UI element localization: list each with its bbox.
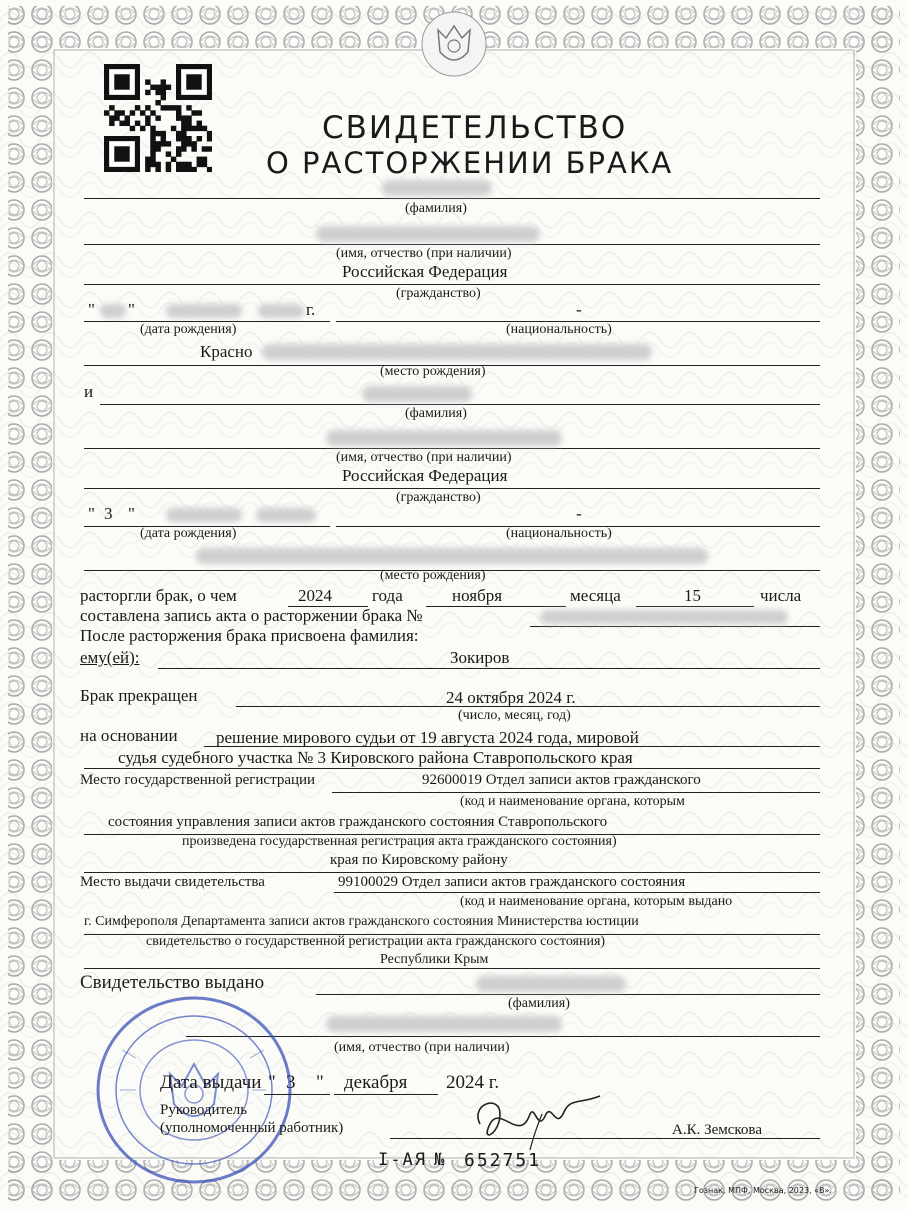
serial-number-sign: № xyxy=(434,1150,447,1170)
termination-date-caption: (число, месяц, год) xyxy=(458,708,571,723)
issuance-place-value-3: Республики Крым xyxy=(380,952,489,967)
serial-number: 652751 xyxy=(464,1150,542,1171)
p1-nationality-caption: (национальность) xyxy=(506,322,612,337)
p2-birthplace-caption: (место рождения) xyxy=(380,568,486,583)
dissolution-year-word: года xyxy=(372,586,403,605)
issuance-place-label: Место выдачи свидетельства xyxy=(80,874,265,890)
issue-day-open-quote: " xyxy=(268,1072,276,1093)
dissolution-month: ноября xyxy=(452,586,503,605)
issue-year: 2024 г. xyxy=(446,1072,500,1093)
registration-value-2: состояния управления записи актов гражданского состояния Ставропольского xyxy=(108,814,608,830)
issuance-place-caption-1: (код и наименование органа, которым выдано xyxy=(460,894,733,909)
p2-citizenship: Российская Федерация xyxy=(342,466,508,485)
signatory-name: А.К. Земскова xyxy=(672,1122,762,1138)
issued-to-surname-caption: (фамилия) xyxy=(508,996,570,1011)
surname-assigned-text: После расторжения брака присвоена фамилия: xyxy=(80,626,419,645)
termination-date: 24 октября 2024 г. xyxy=(446,688,576,707)
p1-citizenship: Российская Федерация xyxy=(342,262,508,281)
p1-year-suffix: г. xyxy=(306,300,316,319)
p2-surname-caption: (фамилия) xyxy=(405,406,467,421)
him-her-label: ему(ей): xyxy=(80,648,140,667)
issued-to-name-caption: (имя, отчество (при наличии) xyxy=(334,1040,510,1055)
p2-nationality: - xyxy=(576,504,582,523)
p1-birthplace-partial: Красно xyxy=(200,342,253,361)
p2-birthdate-caption: (дата рождения) xyxy=(140,526,237,541)
p1-day-close-quote: " xyxy=(128,300,135,319)
registration-caption-2: произведена государственная регистрация акта гражданского состояния) xyxy=(182,834,617,849)
issue-month: декабря xyxy=(344,1072,408,1093)
assigned-surname: Зокиров xyxy=(450,648,510,667)
basis-line-2: судья судебного участка № 3 Кировского района Ставропольского края xyxy=(118,748,633,767)
termination-label: Брак прекращен xyxy=(80,686,198,705)
head-label: Руководитель xyxy=(160,1102,248,1118)
title-line-2: О РАСТОРЖЕНИИ БРАКА xyxy=(266,146,674,180)
dissolution-month-word: месяца xyxy=(570,586,621,605)
basis-line-1: решение мирового судьи от 19 августа 2024 года, мировой xyxy=(216,728,639,747)
record-text: составлена запись акта о расторжении брака № xyxy=(80,606,423,625)
p2-citizenship-caption: (гражданство) xyxy=(396,490,481,505)
p2-day-digit: 3 xyxy=(104,504,113,523)
issue-day: 3 xyxy=(286,1072,296,1093)
coat-of-arms-emblem xyxy=(418,8,490,80)
p1-birthdate-caption: (дата рождения) xyxy=(140,322,237,337)
authorized-worker-label: (уполномоченный работник) xyxy=(160,1120,344,1136)
dissolution-year: 2024 xyxy=(298,586,332,605)
p2-nationality-caption: (национальность) xyxy=(506,526,612,541)
basis-label: на основании xyxy=(80,726,178,745)
issuance-place-caption-2: свидетельство о государственной регистрации акта гражданского состояния) xyxy=(146,934,606,949)
issued-to-label: Свидетельство выдано xyxy=(80,972,265,993)
serial-series: I-АЯ xyxy=(378,1150,427,1170)
p1-birthplace-caption: (место рождения) xyxy=(380,364,486,379)
p1-surname-caption: (фамилия) xyxy=(405,201,467,216)
p2-day-open-quote: " xyxy=(88,504,95,523)
p2-name-caption: (имя, отчество (при наличии) xyxy=(336,450,512,465)
dissolution-text: расторгли брак, о чем xyxy=(80,586,237,605)
dissolution-day-word: числа xyxy=(760,586,802,605)
p2-day-close-quote: " xyxy=(128,504,135,523)
registration-label: Место государственной регистрации xyxy=(80,772,316,788)
registration-value-3: края по Кировскому району xyxy=(330,852,508,868)
registration-value-1: 92600019 Отдел записи актов гражданского xyxy=(422,772,701,788)
p1-nationality: - xyxy=(576,300,582,319)
p1-citizenship-caption: (гражданство) xyxy=(396,286,481,301)
title-line-1: СВИДЕТЕЛЬСТВО xyxy=(322,110,628,146)
registration-caption-1: (код и наименование органа, которым xyxy=(460,794,685,809)
issuance-place-value-1: 99100029 Отдел записи актов гражданского состояния xyxy=(338,874,686,890)
printer-note: Гознак, МПФ, Москва, 2023, «В». xyxy=(694,1186,832,1195)
issue-day-close-quote: " xyxy=(316,1072,324,1093)
p1-day-open-quote: " xyxy=(88,300,95,319)
issue-date-label: Дата выдачи xyxy=(160,1072,262,1093)
p1-name-caption: (имя, отчество (при наличии) xyxy=(336,246,512,261)
issuance-place-value-2: г. Симферополя Департамента записи актов гражданского состояния Министерства юстиции xyxy=(84,914,639,929)
dissolution-day: 15 xyxy=(684,586,701,605)
conjunction-and: и xyxy=(84,382,94,401)
qr-code xyxy=(104,64,212,172)
